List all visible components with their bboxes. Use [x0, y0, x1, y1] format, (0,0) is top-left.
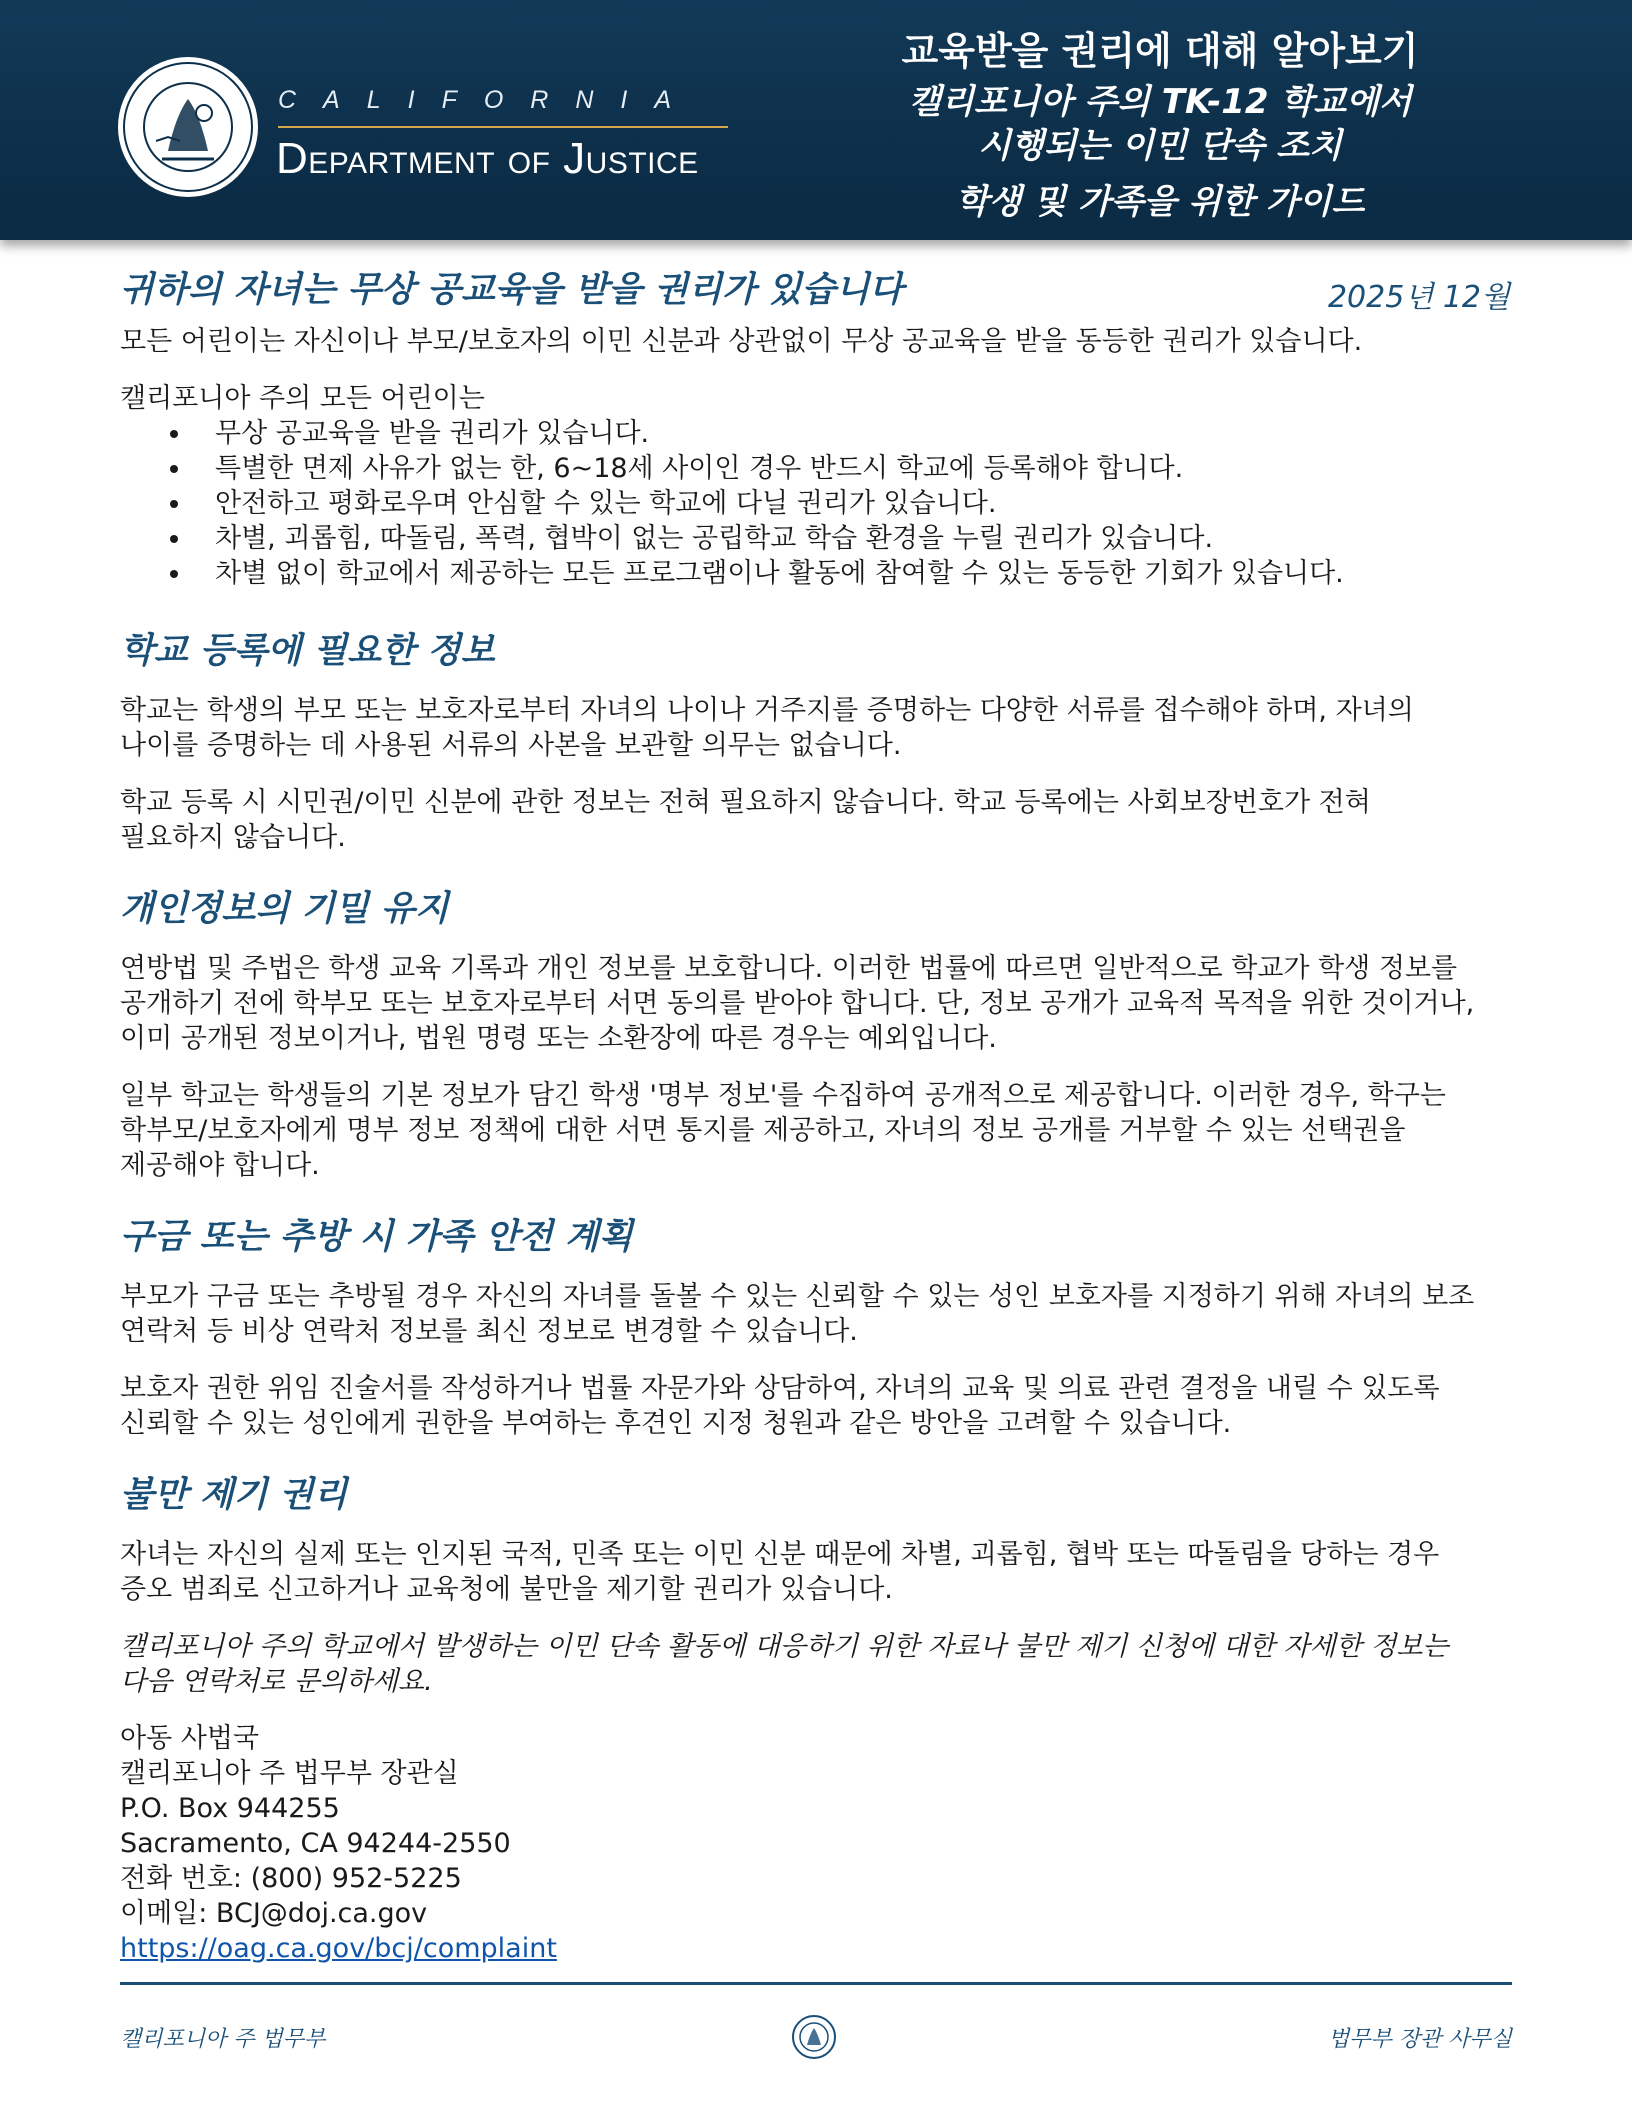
- document-body: [120, 262, 1510, 1966]
- footer-divider: [120, 1982, 1512, 1985]
- wordmark-divider: [278, 126, 728, 128]
- section-title-complaint: 불만 제기 권리: [120, 1475, 348, 1515]
- privacy-p1-line-1: 연방법 및 주법은 학생 교육 기록과 개인 정보를 보호합니다. 이러한 법률에 따르면 일반적으로 학교가 학생 정보를: [120, 953, 1458, 984]
- contact-bureau: 아동 사법국: [120, 1723, 259, 1754]
- list-item: 특별한 면제 사유가 없는 한, 6~18세 사이인 경우 반드시 학교에 등록해야 합니다.: [120, 451, 1510, 486]
- safety-p2-line-1: 보호자 권한 위임 진술서를 작성하거나 법률 자문가와 상담하여, 자녀의 교육 및 의료 관련 결정을 내릴 수 있도록: [120, 1373, 1440, 1404]
- wordmark-j: J: [563, 134, 586, 183]
- document-guide-title: 학생 및 가족을 위한 가이드: [955, 182, 1365, 222]
- org-department-of-justice-wordmark: [276, 134, 699, 184]
- rights-paragraph-1: 모든 어린이는 자신이나 부모/보호자의 이민 신분과 상관없이 무상 공교육을 받을 동등한 권리가 있습니다.: [120, 326, 1363, 357]
- safety-p1-line-2: 연락처 등 비상 연락처 정보를 최신 정보로 변경할 수 있습니다.: [120, 1316, 858, 1347]
- list-item: 안전하고 평화로우며 안심할 수 있는 학교에 다닐 권리가 있습니다.: [120, 486, 1510, 521]
- contact-block: [120, 1721, 1510, 1966]
- subtitle-line-1: 캘리포니아 주의 TK-12 학교에서: [908, 82, 1412, 122]
- enroll-paragraph-1: [120, 693, 1510, 763]
- list-item: 무상 공교육을 받을 권리가 있습니다.: [120, 416, 1510, 451]
- privacy-paragraph-2: [120, 1078, 1510, 1183]
- section-title-rights: 귀하의 자녀는 무상 공교육을 받을 권리가 있습니다: [120, 270, 904, 310]
- org-california-wordmark: CALIFORNIA: [278, 86, 699, 114]
- document-date: 2025년 12월: [1327, 280, 1510, 315]
- safety-paragraph-1: [120, 1279, 1510, 1349]
- contact-phone: 전화 번호: (800) 952-5225: [120, 1863, 462, 1894]
- complaint-link[interactable]: https://oag.ca.gov/bcj/complaint: [120, 1933, 557, 1964]
- rights-list: [120, 416, 1510, 591]
- rights-paragraph-2: 캘리포니아 주의 모든 어린이는: [120, 383, 485, 414]
- contact-city: Sacramento, CA 94244-2550: [120, 1828, 511, 1859]
- privacy-p1-line-3: 이미 공개된 정보이거나, 법원 명령 또는 소환장에 따른 경우는 예외입니다.: [120, 1023, 997, 1054]
- section-title-enroll: 학교 등록에 필요한 정보: [120, 631, 495, 671]
- enroll-p2-line-2: 필요하지 않습니다.: [120, 822, 346, 853]
- complaint-note: [120, 1629, 1510, 1699]
- document-subtitle: [860, 80, 1460, 168]
- wordmark-epartment: EPARTMENT: [308, 147, 496, 180]
- footer-seal-icon: [791, 2014, 837, 2060]
- complaint-paragraph-1: [120, 1537, 1510, 1607]
- enroll-p1-line-2: 나이를 증명하는 데 사용된 서류의 사본을 보관할 의무는 없습니다.: [120, 730, 902, 761]
- attorney-general-seal-icon: [116, 55, 260, 199]
- privacy-p2-line-1: 일부 학교는 학생들의 기본 정보가 담긴 학생 '명부 정보'를 수집하여 공개적으로 제공합니다. 이러한 경우, 학구는: [120, 1080, 1446, 1111]
- page-header: [0, 0, 1632, 240]
- contact-office: 캘리포니아 주 법무부 장관실: [120, 1758, 459, 1789]
- section-title-privacy: 개인정보의 기밀 유지: [120, 889, 449, 929]
- privacy-p2-line-3: 제공해야 합니다.: [120, 1150, 320, 1181]
- safety-p1-line-1: 부모가 구금 또는 추방될 경우 자신의 자녀를 돌볼 수 있는 신뢰할 수 있는 성인 보호자를 지정하기 위해 자녀의 보조: [120, 1281, 1475, 1312]
- list-item: 차별, 괴롭힘, 따돌림, 폭력, 협박이 없는 공립학교 학습 환경을 누릴 권리가 있습니다.: [120, 521, 1510, 556]
- complaint-p1-line-2: 증오 범죄로 신고하거나 교육청에 불만을 제기할 권리가 있습니다.: [120, 1574, 893, 1605]
- wordmark-d: D: [276, 134, 309, 183]
- subtitle-line-2: 시행되는 이민 단속 조치: [978, 126, 1342, 166]
- complaint-note-line-1: 캘리포니아 주의 학교에서 발생하는 이민 단속 활동에 대응하기 위한 자료나 불만 제기 신청에 대한 자세한 정보는: [120, 1631, 1449, 1662]
- enroll-p1-line-1: 학교는 학생의 부모 또는 보호자로부터 자녀의 나이나 거주지를 증명하는 다양한 서류를 접수해야 하며, 자녀의: [120, 695, 1414, 726]
- privacy-p1-line-2: 공개하기 전에 학부모 또는 보호자로부터 서면 동의를 받아야 합니다. 단, 정보 공개가 교육적 목적을 위한 것이거나,: [120, 988, 1475, 1019]
- safety-paragraph-2: [120, 1371, 1510, 1441]
- enroll-paragraph-2: [120, 785, 1510, 855]
- document-title: 교육받을 권리에 대해 알아보기: [901, 29, 1419, 73]
- footer-left-text: 캘리포니아 주 법무부: [120, 2027, 326, 2052]
- complaint-note-line-2: 다음 연락처로 문의하세요.: [120, 1666, 433, 1697]
- complaint-p1-line-1: 자녀는 자신의 실제 또는 인지된 국적, 민족 또는 이민 신분 때문에 차별, 괴롭힘, 협박 또는 따돌림을 당하는 경우: [120, 1539, 1440, 1570]
- privacy-p2-line-2: 학부모/보호자에게 명부 정보 정책에 대한 서면 통지를 제공하고, 자녀의 정보 공개를 거부할 수 있는 선택권을: [120, 1115, 1406, 1146]
- wordmark-ustice: USTICE: [585, 147, 699, 180]
- wordmark-of: OF: [507, 147, 551, 180]
- safety-p2-line-2: 신뢰할 수 있는 성인에게 권한을 부여하는 후견인 지정 청원과 같은 방안을 고려할 수 있습니다.: [120, 1408, 1232, 1439]
- contact-email[interactable]: 이메일: BCJ@doj.ca.gov: [120, 1898, 428, 1929]
- footer-right-text: 법무부 장관 사무실: [1327, 2027, 1512, 2052]
- privacy-paragraph-1: [120, 951, 1510, 1056]
- section-title-safety: 구금 또는 추방 시 가족 안전 계획: [120, 1217, 633, 1257]
- contact-po-box: P.O. Box 944255: [120, 1793, 340, 1824]
- enroll-p2-line-1: 학교 등록 시 시민권/이민 신분에 관한 정보는 전혀 필요하지 않습니다. 학교 등록에는 사회보장번호가 전혀: [120, 787, 1371, 818]
- list-item: 차별 없이 학교에서 제공하는 모든 프로그램이나 활동에 참여할 수 있는 동등한 기회가 있습니다.: [120, 556, 1510, 591]
